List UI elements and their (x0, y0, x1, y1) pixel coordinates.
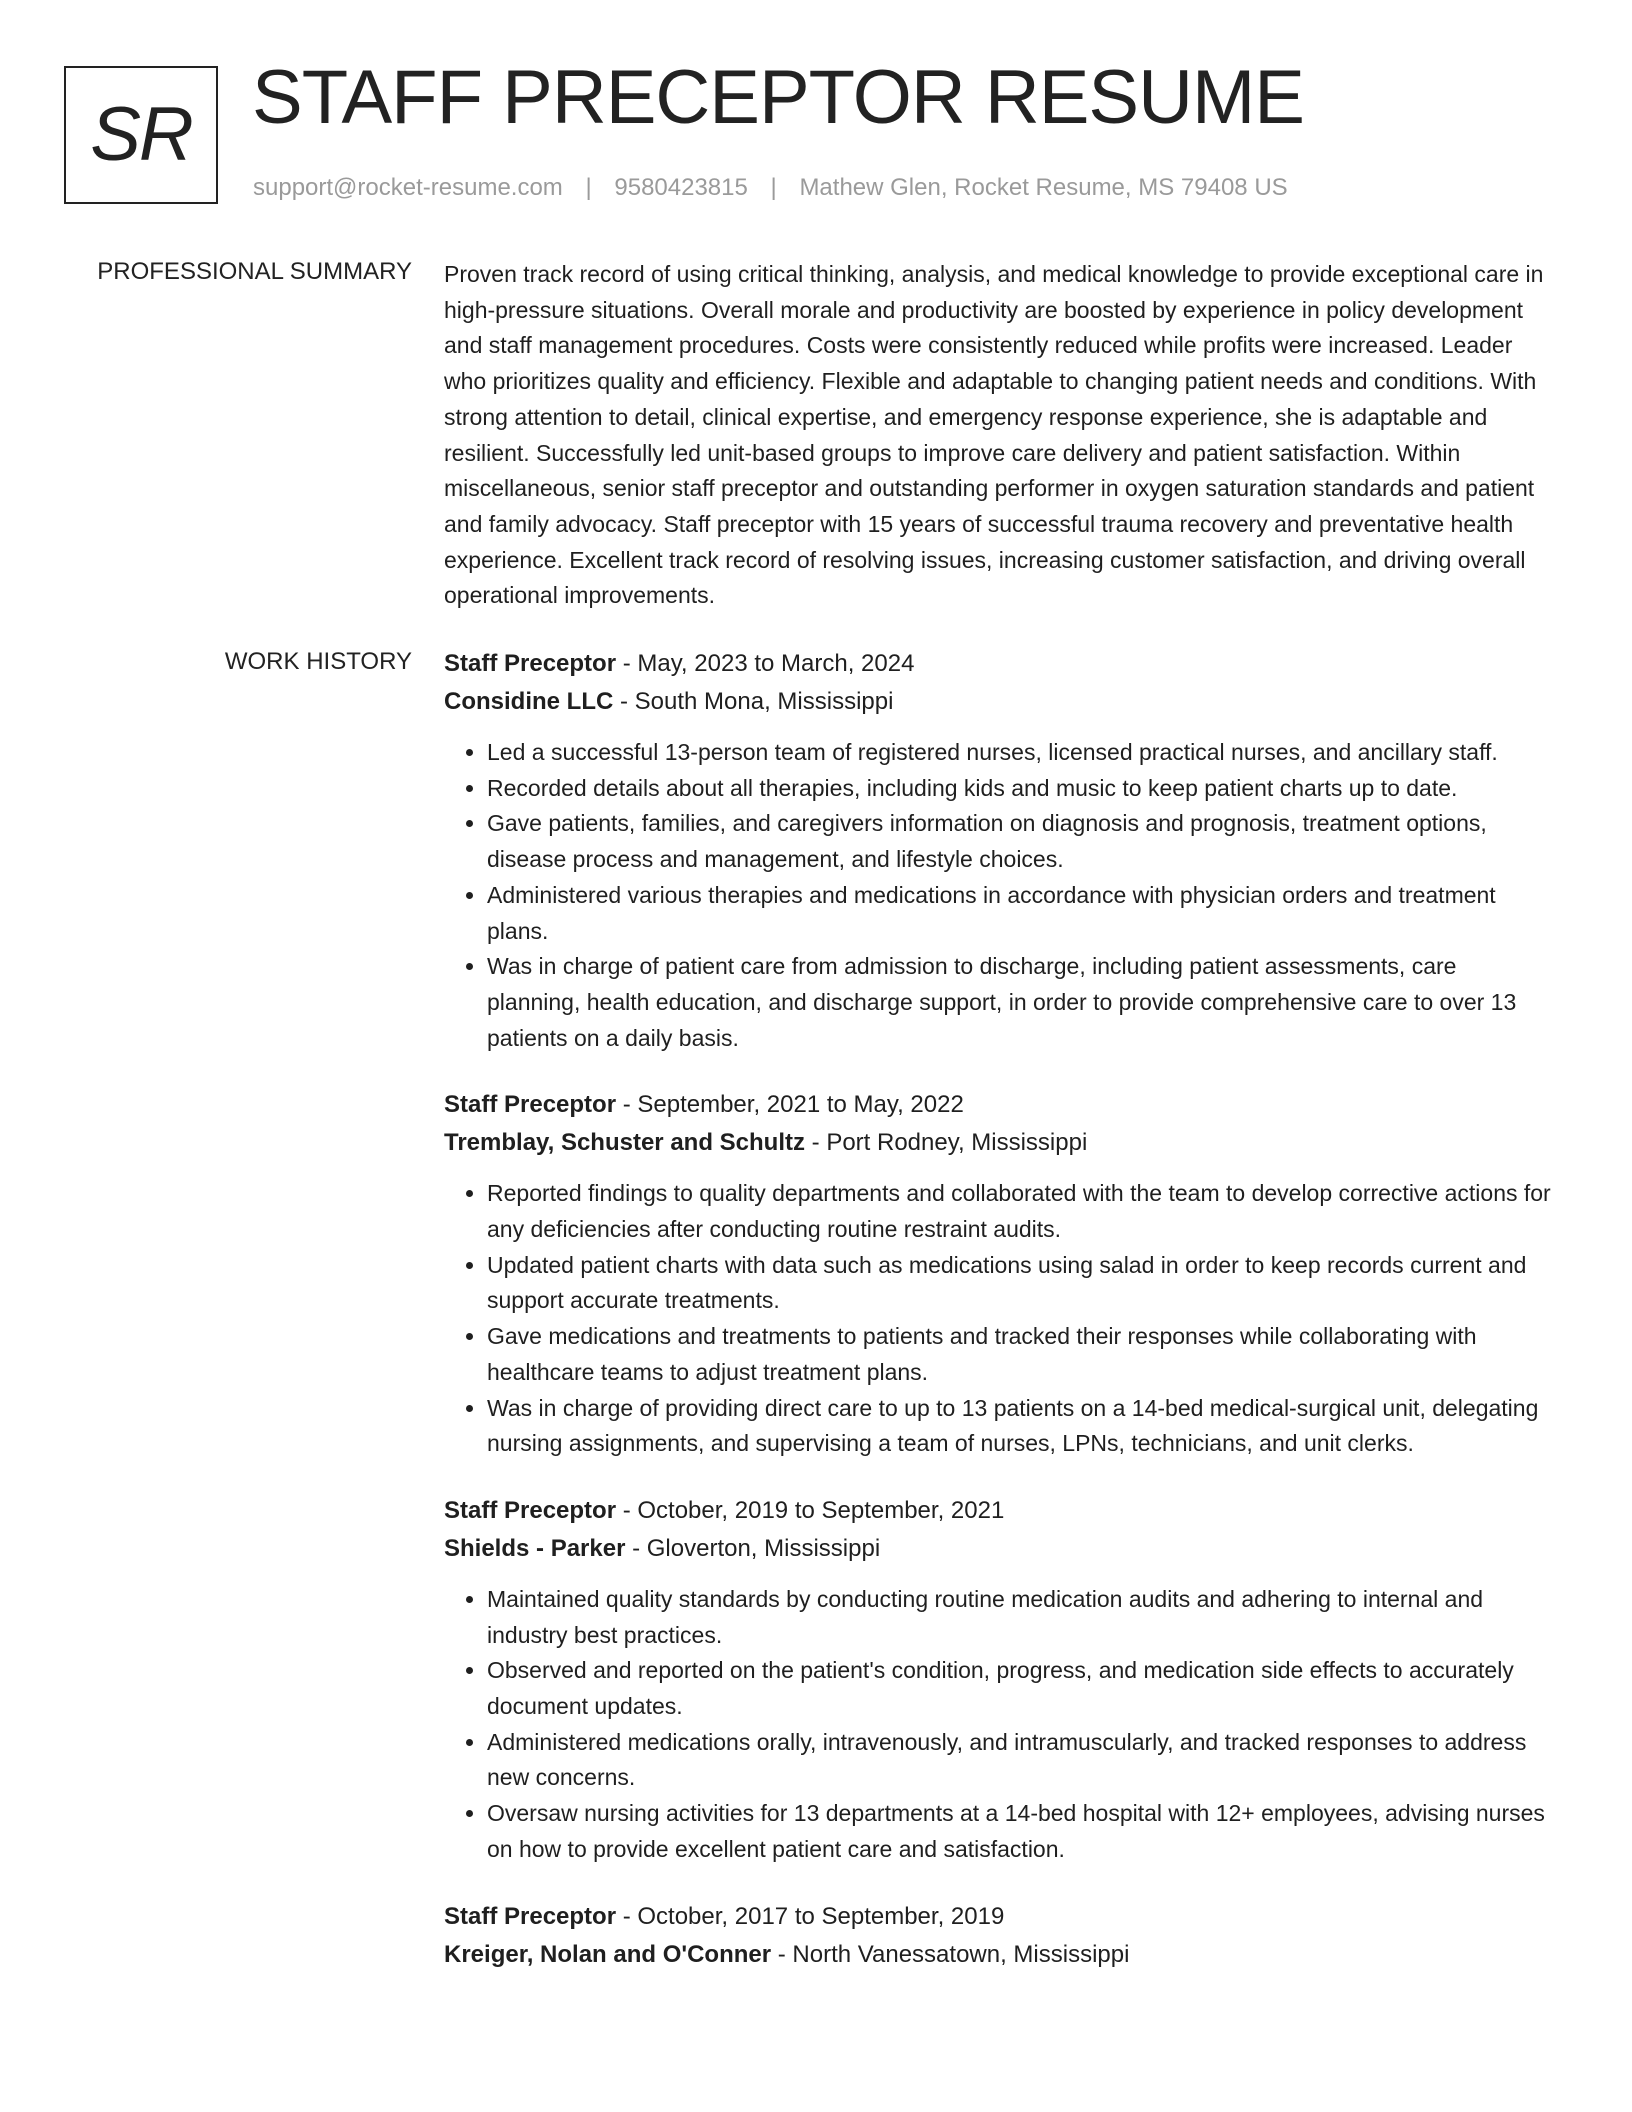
contact-separator: | (585, 174, 592, 201)
work-history-section (444, 645, 1556, 2004)
job-bullet: • Maintained quality standards by conducting routine medication audits and adhering to internal and industry best practices. (487, 1582, 1556, 1653)
summary-label: PROFESSIONAL SUMMARY (97, 258, 412, 285)
job-location: - Port Rodney, Mississippi (804, 1129, 1088, 1157)
job-company: Kreiger, Nolan and O'Conner (444, 1940, 772, 1968)
job-bullet: • Oversaw nursing activities for 13 departments at a 14-bed hospital with 12+ employees, advising nurses on how to provide excellent patient care and satisfaction. (487, 1796, 1556, 1867)
job-title-line (444, 1086, 1556, 1124)
job-dates: - October, 2019 to September, 2021 (616, 1496, 1005, 1524)
job-entry (444, 1492, 1556, 1868)
work-history-label: WORK HISTORY (224, 648, 412, 675)
job-company: Considine LLC (444, 688, 614, 715)
job-bullets (444, 735, 1556, 1056)
resume-title: STAFF PRECEPTOR RESUME (252, 55, 1304, 140)
job-bullet: • Reported findings to quality departments and collaborated with the team to develop corrective actions for any deficiencies after conducting routine restraint audits. (487, 1176, 1556, 1247)
job-bullet: • Administered various therapies and medications in accordance with physician orders and treatment plans. (487, 878, 1556, 949)
job-entry (444, 1086, 1556, 1462)
job-title-line (444, 1898, 1556, 1936)
job-company-line (444, 683, 1556, 721)
job-company-line (444, 1124, 1556, 1162)
job-bullet: • Led a successful 13-person team of registered nurses, licensed practical nurses, and ancillary staff. (487, 735, 1556, 771)
job-title: Staff Preceptor (444, 1902, 617, 1930)
job-dates: - October, 2017 to September, 2019 (616, 1902, 1005, 1930)
job-entry (444, 645, 1556, 1056)
job-company-line (444, 1936, 1556, 1974)
job-bullet: • Recorded details about all therapies, including kids and music to keep patient charts up to date. (487, 771, 1556, 807)
summary-section (444, 257, 1556, 614)
job-company-line (444, 1530, 1556, 1568)
job-bullet: • Was in charge of patient care from admission to discharge, including patient assessments, care planning, health education, and discharge support, in order to provide comprehensive care to over 13 patients on a daily basis. (487, 949, 1556, 1056)
job-bullets (444, 1582, 1556, 1868)
contact-phone: 9580423815 (614, 174, 748, 201)
job-location: - Gloverton, Mississippi (625, 1534, 881, 1562)
job-dates: - May, 2023 to March, 2024 (616, 650, 915, 677)
monogram-initials: SR (90, 92, 192, 177)
job-location: - North Vanessatown, Mississippi (771, 1940, 1130, 1968)
job-company: Shields - Parker (444, 1534, 626, 1562)
job-bullet: • Administered medications orally, intravenously, and intramuscularly, and tracked responses to address new concerns. (487, 1725, 1556, 1796)
job-bullet: • Gave patients, families, and caregivers information on diagnosis and prognosis, treatment options, disease process and management, and lifestyle choices. (487, 806, 1556, 877)
job-bullets (444, 1176, 1556, 1462)
job-bullet: • Was in charge of providing direct care to up to 13 patients on a 14-bed medical-surgical unit, delegating nursing assignments, and supervising a team of nurses, LPNs, technicians, and unit clerks. (487, 1391, 1556, 1462)
job-dates: - September, 2021 to May, 2022 (616, 1091, 964, 1119)
job-title-line (444, 1492, 1556, 1530)
contact-email: support@rocket-resume.com (253, 174, 563, 201)
contact-separator: | (770, 174, 777, 201)
job-bullet: • Updated patient charts with data such as medications using salad in order to keep records current and support accurate treatments. (487, 1248, 1556, 1319)
job-bullet: • Observed and reported on the patient's condition, progress, and medication side effects to accurately document updates. (487, 1653, 1556, 1724)
job-title: Staff Preceptor (444, 1091, 617, 1119)
contact-address: Mathew Glen, Rocket Resume, MS 79408 US (799, 174, 1288, 201)
job-company: Tremblay, Schuster and Schultz (444, 1129, 805, 1157)
summary-text: Proven track record of using critical thinking, analysis, and medical knowledge to provide exceptional care in high-pressure situations. Overall morale and productivity are boosted by experience in policy development and staff management procedures. Costs were consistently reduced while profits were increased. Leader who prioritizes quality and efficiency. Flexible and adaptable to changing patient needs and conditions. With strong attention to detail, clinical expertise, and emergency response experience, she is adaptable and resilient. Successfully led unit-based groups to improve care delivery and patient satisfaction. Within miscellaneous, senior staff preceptor and outstanding performer in oxygen saturation standards and patient and family advocacy. Staff preceptor with 15 years of successful trauma recovery and preventative health experience. Excellent track record of resolving issues, increasing customer satisfaction, and driving overall operational improvements. (444, 261, 1544, 609)
job-location: - South Mona, Mississippi (613, 688, 894, 715)
job-title: Staff Preceptor (444, 1496, 617, 1524)
contact-line (253, 174, 1288, 202)
job-title-line (444, 645, 1556, 683)
monogram-box (64, 66, 218, 204)
job-bullet: • Gave medications and treatments to patients and tracked their responses while collaborating with healthcare teams to adjust treatment plans. (487, 1319, 1556, 1390)
job-entry (444, 1898, 1556, 1974)
job-title: Staff Preceptor (444, 650, 617, 677)
